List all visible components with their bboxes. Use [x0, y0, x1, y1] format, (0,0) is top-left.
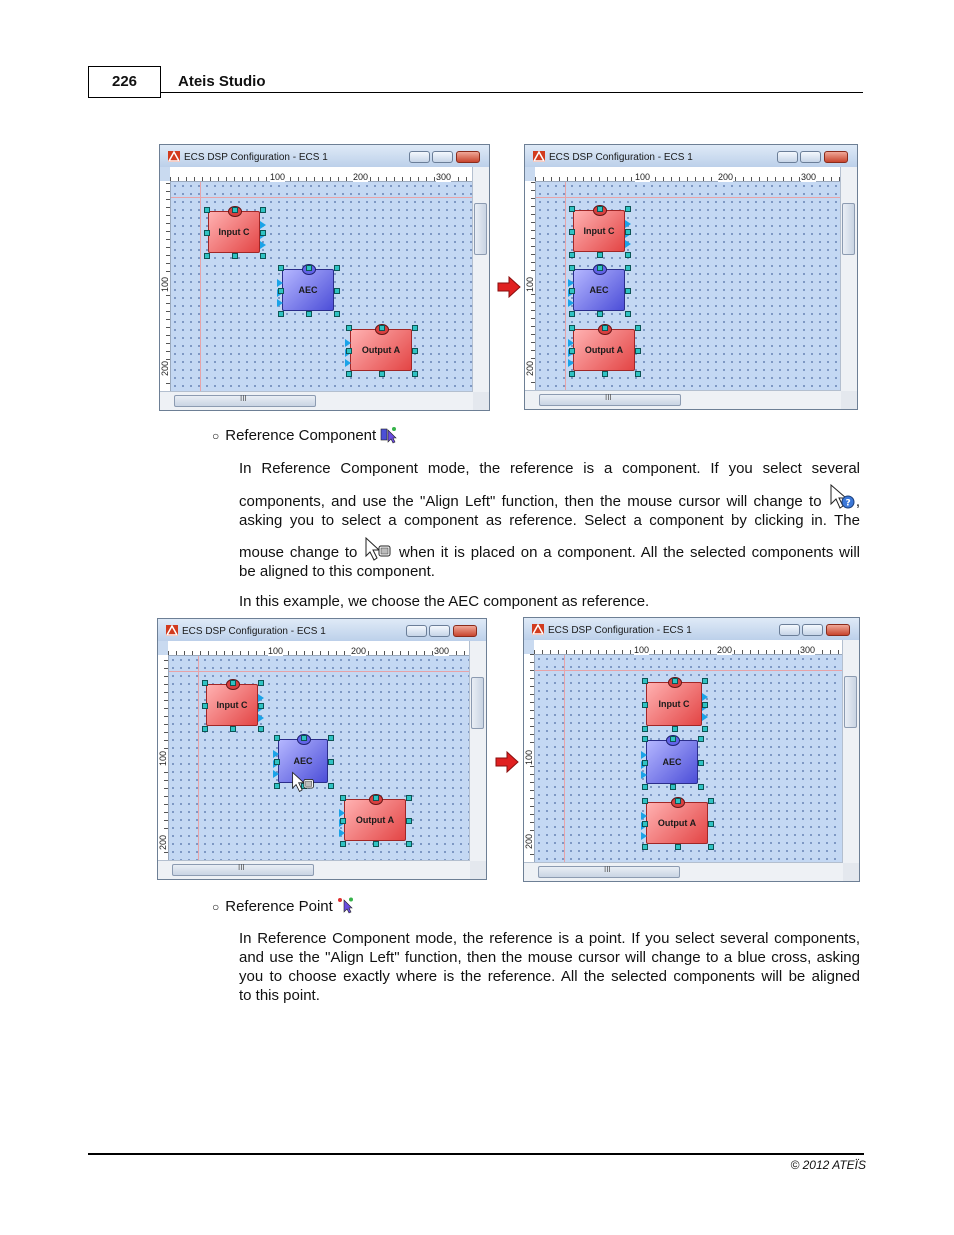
ruler-top: [170, 167, 473, 182]
maximize-button: [432, 151, 453, 163]
window-title: ECS DSP Configuration - ECS 1: [182, 626, 326, 637]
connector-pin: [702, 693, 708, 701]
connector-pin: [702, 713, 708, 721]
red-arrow-icon: [494, 750, 520, 774]
component-label: AEC: [293, 756, 313, 766]
selection-handle: [412, 371, 418, 377]
selection-handle: [258, 703, 264, 709]
page-number: 226: [88, 66, 161, 98]
selection-handle: [569, 206, 575, 212]
screenshot-window-after-1: [524, 144, 858, 410]
close-button: [826, 624, 850, 636]
section-title: Reference Component: [225, 427, 377, 444]
ruler-tick-label: 100: [270, 172, 286, 182]
selection-handle: [675, 844, 681, 850]
selection-handle: [346, 325, 352, 331]
component-label: Input C: [216, 700, 248, 710]
ruler-top: [535, 167, 841, 182]
selection-handle: [340, 818, 346, 824]
selection-handle: [306, 311, 312, 317]
selection-handle: [260, 253, 266, 259]
ruler-top: [168, 641, 470, 656]
text-line: In Reference Component mode, the reference is a point. If you select several components,: [239, 930, 860, 947]
selection-handle: [334, 311, 340, 317]
close-button: [824, 151, 848, 163]
selection-handle: [597, 265, 603, 271]
connector-pin: [258, 714, 264, 722]
component-input-c: [208, 211, 260, 253]
vertical-scrollbar: [842, 640, 859, 863]
vertical-scroll-thumb: [844, 676, 857, 728]
guide-line: [565, 182, 566, 391]
selection-handle: [274, 759, 280, 765]
selection-handle: [340, 795, 346, 801]
guide-line: [169, 671, 470, 672]
selection-handle: [708, 844, 714, 850]
scroll-corner: [470, 861, 486, 879]
window-titlebar: [525, 145, 857, 167]
selection-handle: [635, 348, 641, 354]
selection-handle: [412, 325, 418, 331]
text-line: components, and use the "Align Left" function, then the mouse cursor will change to ? ,: [239, 484, 860, 511]
selection-handle: [625, 311, 631, 317]
connector-pin: [260, 221, 266, 229]
horizontal-scrollbar: [158, 860, 470, 879]
ruler-tick-label: 100: [635, 172, 651, 182]
selection-handle: [406, 841, 412, 847]
selection-handle: [708, 821, 714, 827]
selection-handle: [328, 783, 334, 789]
guide-line: [536, 197, 841, 198]
connector-pin: [641, 812, 647, 820]
component-output-a: [350, 329, 412, 371]
selection-handle: [597, 206, 603, 212]
text-line: In this example, we choose the AEC component as reference.: [239, 593, 650, 610]
component-input-c: [573, 210, 625, 252]
selection-handle: [702, 726, 708, 732]
selection-handle: [569, 311, 575, 317]
book-title: Ateis Studio: [178, 73, 266, 90]
section-title: Reference Point: [225, 898, 333, 915]
scroll-grip: III: [240, 394, 247, 403]
connector-pin: [641, 751, 647, 759]
selection-handle: [230, 726, 236, 732]
vertical-scroll-thumb: [471, 677, 484, 729]
selection-handle: [278, 311, 284, 317]
selection-handle: [569, 371, 575, 377]
selection-handle: [306, 265, 312, 271]
component-input-c: [646, 682, 702, 726]
connector-pin: [260, 241, 266, 249]
selection-handle: [412, 348, 418, 354]
selection-handle: [406, 818, 412, 824]
selection-handle: [328, 735, 334, 741]
connector-pin: [345, 359, 351, 367]
selection-handle: [379, 371, 385, 377]
component-aec: [282, 269, 334, 311]
guide-line: [200, 182, 201, 392]
selection-handle: [635, 325, 641, 331]
window-titlebar: [158, 619, 486, 641]
ruler-tick-label: 200: [353, 172, 369, 182]
screenshot-window-before-1: [159, 144, 490, 411]
selection-handle: [625, 288, 631, 294]
app-icon: [168, 151, 180, 162]
selection-handle: [625, 229, 631, 235]
screenshot-window-before-2: [157, 618, 487, 880]
component-label: Input C: [658, 699, 690, 709]
selection-handle: [334, 265, 340, 271]
selection-handle: [274, 783, 280, 789]
selection-handle: [379, 325, 385, 331]
selection-handle: [702, 678, 708, 684]
text-line: and use the "Align Left" function, then the mouse cursor will change to a blue cross, asking: [239, 949, 860, 966]
selection-handle: [569, 348, 575, 354]
app-icon: [533, 151, 545, 162]
guide-line: [198, 656, 199, 861]
selection-handle: [698, 760, 704, 766]
ruler-tick-label: 300: [434, 646, 450, 656]
reference-point-icon: [337, 897, 355, 915]
component-label: AEC: [298, 285, 318, 295]
component-aec: [646, 740, 698, 784]
connector-pin: [339, 829, 345, 837]
selection-handle: [569, 252, 575, 258]
component-cursor-icon: [363, 537, 393, 561]
header-rule: [161, 92, 863, 93]
selection-handle: [602, 371, 608, 377]
screenshot-window-after-2: [523, 617, 860, 882]
maximize-button: [800, 151, 821, 163]
text-line: you to choose exactly where is the reference. All the selected components will be aligned: [239, 968, 860, 985]
horizontal-scrollbar: [524, 862, 843, 881]
scroll-grip: III: [238, 863, 245, 872]
selection-handle: [672, 726, 678, 732]
selection-handle: [346, 348, 352, 354]
component-label: Input C: [218, 227, 250, 237]
selection-handle: [642, 736, 648, 742]
selection-handle: [569, 288, 575, 294]
maximize-button: [429, 625, 450, 637]
selection-handle: [642, 702, 648, 708]
window-title: ECS DSP Configuration - ECS 1: [549, 152, 693, 163]
maximize-button: [802, 624, 823, 636]
ruler-tick-label: 200: [717, 645, 733, 655]
connector-pin: [339, 809, 345, 817]
connector-pin: [277, 299, 283, 307]
reference-point-description: [239, 929, 860, 1005]
footer-rule: [88, 1153, 864, 1155]
selection-handle: [346, 371, 352, 377]
selection-handle: [569, 325, 575, 331]
selection-handle: [642, 784, 648, 790]
selection-handle: [258, 726, 264, 732]
selection-handle: [260, 207, 266, 213]
component-output-a: [573, 329, 635, 371]
horizontal-scrollbar: [160, 391, 473, 410]
selection-handle: [698, 736, 704, 742]
connector-pin: [277, 279, 283, 287]
component-label: Input C: [583, 226, 615, 236]
component-cursor-icon: [290, 771, 316, 798]
component-aec: [573, 269, 625, 311]
connector-pin: [568, 299, 574, 307]
ruler-top: [534, 640, 843, 655]
component-label: AEC: [589, 285, 609, 295]
ruler-tick-label: 100: [634, 645, 650, 655]
window-title: ECS DSP Configuration - ECS 1: [548, 625, 692, 636]
selection-handle: [702, 702, 708, 708]
selection-handle: [258, 680, 264, 686]
selection-handle: [278, 265, 284, 271]
selection-handle: [232, 207, 238, 213]
ruler-tick-label: 300: [801, 172, 817, 182]
close-button: [456, 151, 480, 163]
ruler-tick-label: 200: [524, 834, 534, 850]
selection-handle: [204, 207, 210, 213]
connector-pin: [273, 770, 279, 778]
selection-handle: [672, 678, 678, 684]
connector-pin: [641, 832, 647, 840]
scroll-corner: [843, 863, 859, 881]
selection-handle: [675, 798, 681, 804]
ruler-tick-label: 100: [160, 277, 170, 293]
ruler-tick-label: 200: [158, 835, 168, 851]
section-reference-point: ○ Reference Point: [212, 897, 355, 915]
selection-handle: [340, 841, 346, 847]
ruler-tick-label: 100: [158, 751, 168, 767]
component-output-a: [344, 799, 406, 841]
connector-pin: [258, 694, 264, 702]
vertical-scrollbar: [469, 641, 486, 861]
connector-pin: [568, 359, 574, 367]
component-output-a: [646, 802, 708, 844]
component-label: Output A: [584, 345, 624, 355]
selection-handle: [202, 726, 208, 732]
svg-text:?: ?: [845, 498, 851, 509]
ruler-tick-label: 200: [525, 361, 535, 377]
component-label: Output A: [361, 345, 401, 355]
text-line: to this point.: [239, 987, 320, 1004]
selection-handle: [698, 784, 704, 790]
window-titlebar: [524, 618, 859, 640]
text-line: mouse change to when it is placed on a component. All the selected components will: [239, 537, 860, 562]
guide-line: [564, 655, 565, 863]
selection-handle: [625, 265, 631, 271]
selection-handle: [635, 371, 641, 377]
selection-handle: [373, 795, 379, 801]
connector-pin: [641, 771, 647, 779]
selection-handle: [569, 229, 575, 235]
app-icon: [532, 624, 544, 635]
selection-handle: [373, 841, 379, 847]
selection-handle: [204, 230, 210, 236]
ruler-tick-label: 200: [718, 172, 734, 182]
selection-handle: [204, 253, 210, 259]
selection-handle: [230, 680, 236, 686]
horizontal-scrollbar: [525, 390, 841, 409]
selection-handle: [642, 760, 648, 766]
selection-handle: [642, 726, 648, 732]
ruler-tick-label: 300: [436, 172, 452, 182]
selection-handle: [334, 288, 340, 294]
close-button: [453, 625, 477, 637]
selection-handle: [597, 252, 603, 258]
app-icon: [166, 625, 178, 636]
text-line: asking you to select a component as reference. Select a component by clicking in. The: [239, 512, 860, 529]
scroll-grip: III: [604, 865, 611, 874]
selection-handle: [202, 680, 208, 686]
minimize-button: [777, 151, 798, 163]
component-label: Output A: [355, 815, 395, 825]
reference-component-icon: [380, 426, 398, 444]
connector-pin: [345, 339, 351, 347]
selection-handle: [202, 703, 208, 709]
connector-pin: [273, 750, 279, 758]
connector-pin: [568, 339, 574, 347]
question-cursor-icon: [828, 484, 856, 510]
ruler-tick-label: 300: [800, 645, 816, 655]
section-reference-component: ○ Reference Component: [212, 426, 398, 444]
component-input-c: [206, 684, 258, 726]
selection-handle: [708, 798, 714, 804]
selection-handle: [642, 678, 648, 684]
footer-copyright: © 2012 ATEÏS: [790, 1158, 866, 1172]
vertical-scroll-thumb: [474, 203, 487, 255]
selection-handle: [625, 252, 631, 258]
window-title: ECS DSP Configuration - ECS 1: [184, 152, 328, 163]
selection-handle: [406, 795, 412, 801]
selection-handle: [597, 311, 603, 317]
selection-handle: [232, 253, 238, 259]
text-line: In Reference Component mode, the reference is a component. If you select several: [239, 460, 860, 477]
vertical-scroll-thumb: [842, 203, 855, 255]
selection-handle: [328, 759, 334, 765]
selection-handle: [569, 265, 575, 271]
ruler-tick-label: 100: [525, 277, 535, 293]
selection-handle: [274, 735, 280, 741]
guide-line: [171, 197, 473, 198]
selection-handle: [670, 736, 676, 742]
window-titlebar: [160, 145, 489, 167]
scroll-grip: III: [605, 393, 612, 402]
scroll-corner: [841, 391, 857, 409]
selection-handle: [260, 230, 266, 236]
ruler-tick-label: 100: [524, 750, 534, 766]
red-arrow-icon: [496, 275, 522, 299]
scroll-corner: [473, 392, 489, 410]
selection-handle: [670, 784, 676, 790]
selection-handle: [642, 821, 648, 827]
ruler-tick-label: 100: [268, 646, 284, 656]
selection-handle: [602, 325, 608, 331]
component-label: AEC: [662, 757, 682, 767]
selection-handle: [642, 798, 648, 804]
text-line: be aligned to this component.: [239, 563, 435, 580]
ruler-tick-label: 200: [160, 361, 170, 377]
reference-component-description: [239, 459, 860, 611]
component-label: Output A: [657, 818, 697, 828]
selection-handle: [301, 735, 307, 741]
connector-pin: [625, 240, 631, 248]
selection-handle: [625, 206, 631, 212]
ruler-tick-label: 200: [351, 646, 367, 656]
minimize-button: [779, 624, 800, 636]
selection-handle: [642, 844, 648, 850]
selection-handle: [278, 288, 284, 294]
vertical-scrollbar: [840, 167, 857, 391]
vertical-scrollbar: [472, 167, 489, 392]
guide-line: [535, 670, 843, 671]
minimize-button: [409, 151, 430, 163]
minimize-button: [406, 625, 427, 637]
connector-pin: [625, 220, 631, 228]
connector-pin: [568, 279, 574, 287]
